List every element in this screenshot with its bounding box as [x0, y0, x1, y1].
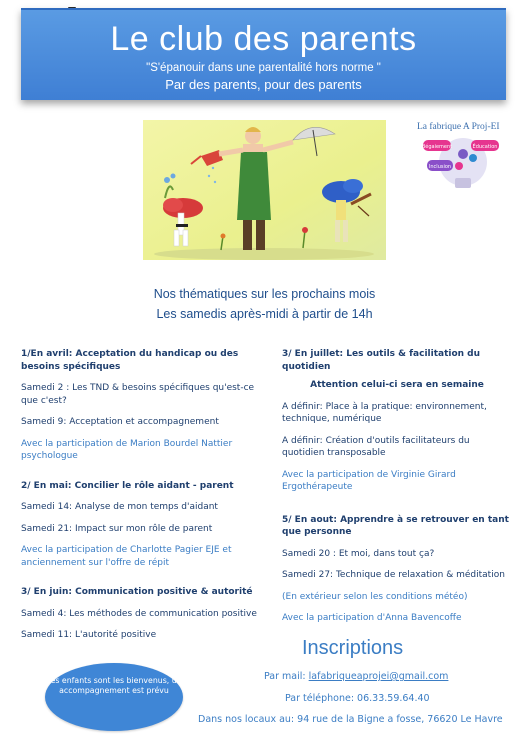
april-heading: 1/En avril: Acceptation du handicap ou des besoins spécifiques: [21, 349, 239, 372]
phone-line: Par téléphone: 06.33.59.64.40: [285, 693, 430, 704]
themes-title: Nos thématiques sur les prochains mois: [153, 287, 376, 301]
right-column: [282, 348, 512, 625]
brand-bubble-1: Bégaiement: [421, 144, 453, 150]
august-heading: 5/ En aout: Apprendre à se retrouver en tant que personne: [282, 514, 509, 537]
page-title: Le club des parents: [110, 20, 417, 58]
subtitle: Par des parents, pour des parents: [165, 77, 362, 92]
august-item-2: Samedi 27: Technique de relaxation & méditation: [282, 570, 505, 580]
july-item-2: A définir: Création d'outils facilitateurs du quotidien transposable: [282, 435, 470, 458]
july-participation: Avec la participation de Virginie Girard Ergothérapeute: [282, 469, 456, 492]
left-column: [21, 348, 259, 642]
august-item-1: Samedi 20 : Et moi, dans tout ça?: [282, 548, 435, 559]
july-item-1: A définir: Place à la pratique: environnement, technique, numérique: [282, 401, 487, 424]
children-welcome-bubble: [45, 663, 183, 731]
mail-link[interactable]: lafabriqueaprojei@gmail.com: [308, 671, 449, 682]
april-item-2: Samedi 9: Acceptation et accompagnement: [21, 417, 219, 427]
june-item-1: Samedi 4: Les méthodes de communication positive: [21, 608, 257, 619]
july-heading: 3/ En juillet: Les outils & facilitation du quotidien: [282, 349, 481, 372]
mail-line: [264, 671, 448, 682]
themes-subtitle: Les samedis après-midi à partir de 14h: [156, 307, 373, 321]
brand-logo: [417, 122, 517, 192]
april-participation: Avec la participation de Marion Bourdel Nattier psychologue: [21, 438, 233, 461]
brand-name: La fabrique A Proj-EI: [417, 122, 500, 132]
header-banner: [21, 8, 506, 100]
june-heading: 3/ En juin: Communication positive & autorité: [21, 587, 253, 597]
brand-bubble-2: Éducation: [472, 144, 498, 150]
june-item-2: Samedi 11: L'autorité positive: [21, 630, 157, 640]
gardener-illustration: [143, 120, 386, 260]
brand-bubble-3: Inclusion: [428, 164, 452, 170]
address-line: Dans nos locaux au: 94 rue de la Bigne a fosse, 76620 Le Havre: [198, 714, 503, 725]
bubble-text: Les enfants sont les bienvenus, un accompagnement est prévu: [46, 676, 182, 695]
may-participation: Avec la participation de Charlotte Pagier EJE et anciennement sur l'offre de répit: [21, 545, 232, 568]
august-participation: Avec la participation d'Anna Bavencoffe: [282, 613, 462, 623]
april-item-1: Samedi 2 : Les TND & besoins spécifiques qu'est-ce que c'est?: [21, 383, 255, 406]
tagline: "S'épanouir dans une parentalité hors norme ": [146, 62, 381, 74]
may-item-1: Samedi 14: Analyse de mon temps d'aidant: [21, 502, 218, 512]
inscriptions-title: Inscriptions: [302, 637, 404, 659]
mail-label: Par mail:: [264, 671, 306, 682]
may-item-2: Samedi 21: Impact sur mon rôle de parent: [21, 523, 213, 534]
lightbulb-icon: [417, 122, 517, 192]
july-note: Attention celui-ci sera en semaine: [310, 380, 484, 390]
hero-illustration: [143, 120, 386, 260]
may-heading: 2/ En mai: Concilier le rôle aidant - parent: [21, 480, 234, 491]
august-note: (En extérieur selon les conditions météo): [282, 591, 468, 602]
